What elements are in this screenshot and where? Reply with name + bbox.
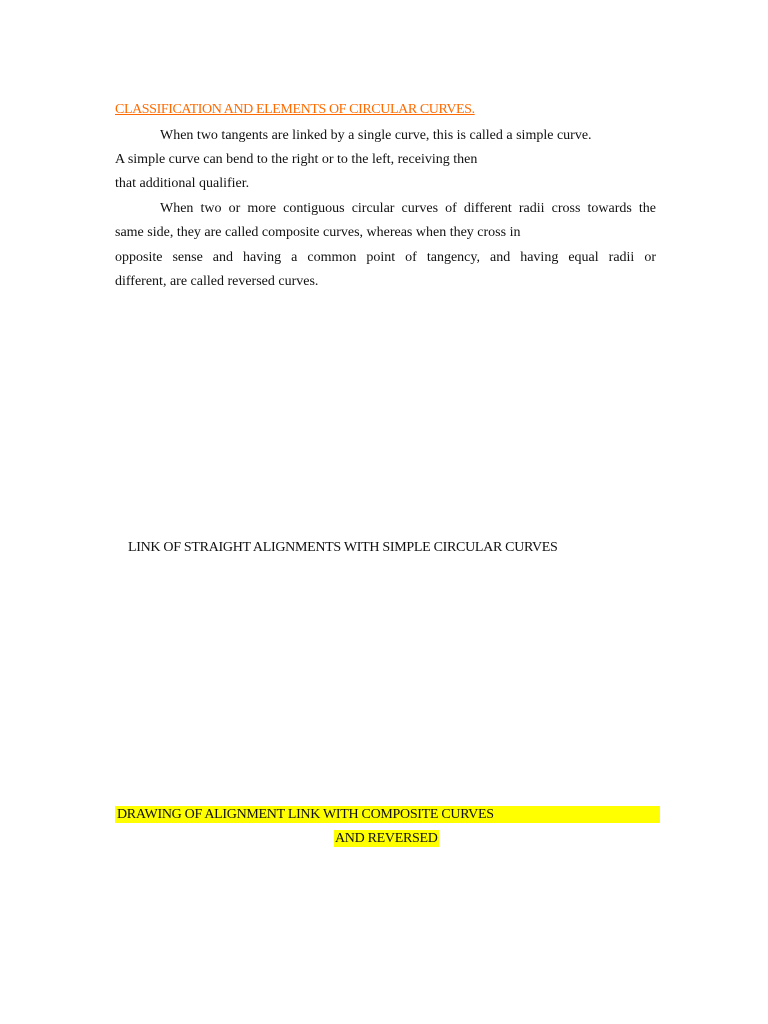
section-heading-classification — [115, 101, 515, 119]
section-heading-composite-curves: DRAWING OF ALIGNMENT LINK WITH COMPOSITE CURVES — [117, 807, 494, 822]
paragraph1-line2: A simple curve can bend to the right or to the left, receiving then — [115, 152, 478, 167]
paragraph2-line3: opposite sense and having a common point of tangency, and having equal radii or — [115, 250, 656, 265]
heading-underline-tail — [475, 101, 515, 119]
paragraph1-line3: that additional qualifier. — [115, 176, 250, 191]
paragraph2-line1: When two or more contiguous circular curves of different radii cross towards the — [160, 201, 656, 216]
heading-text: CLASSIFICATION AND ELEMENTS OF CIRCULAR CURVES. — [115, 102, 475, 117]
section-heading-reversed: AND REVERSED — [335, 831, 438, 846]
paragraph2-line4: different, are called reversed curves. — [115, 274, 319, 289]
paragraph2-line2: same side, they are called composite curves, whereas when they cross in — [115, 225, 521, 240]
section-heading-simple-curves: LINK OF STRAIGHT ALIGNMENTS WITH SIMPLE CIRCULAR CURVES — [128, 540, 558, 555]
paragraph1-line1: When two tangents are linked by a single curve, this is called a simple curve. — [160, 128, 592, 143]
